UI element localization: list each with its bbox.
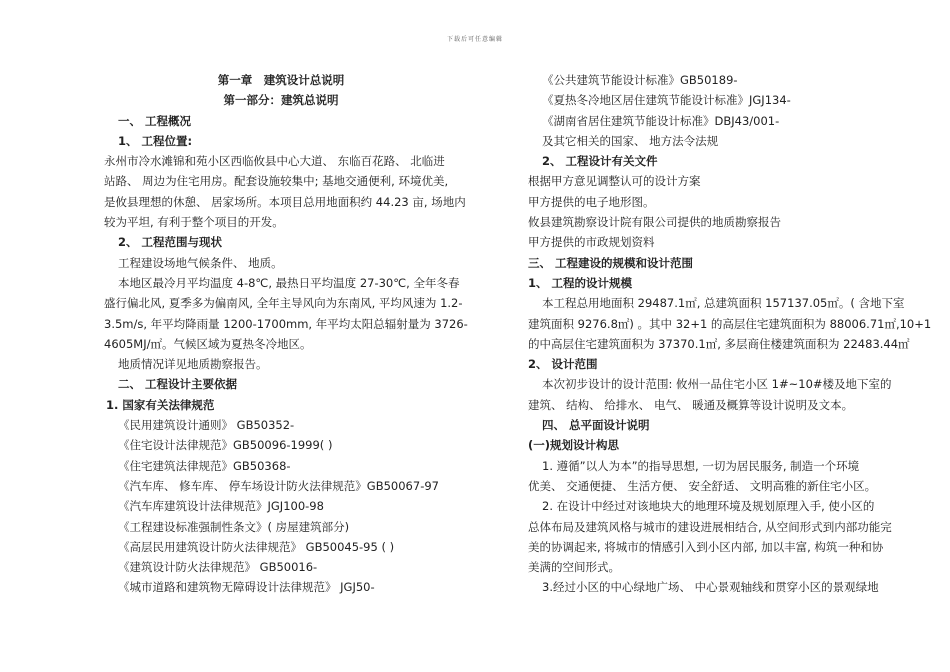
text-line: 《住宅建筑法律规范》GB50368- [118, 458, 291, 473]
text-line: 本地区最冷月平均温度 4-8℃, 最热日平均温度 27-30℃, 全年冬春 [118, 275, 460, 290]
text-line: 《民用建筑设计通则》 GB50352- [118, 418, 295, 433]
section-heading: 1. 国家有关法律规范 [106, 397, 215, 412]
text-line: 《汽车库建筑设计法律规范》JGJ100-98 [118, 499, 324, 514]
text-line: 是攸县理想的休憩、 居家场所。本项目总用地面积约 44.23 亩, 场地内 [104, 194, 466, 209]
text-line: 《公共建筑节能设计标准》GB50189- [542, 73, 738, 87]
text-line: 攸县建筑勘察设计院有限公司提供的地质勘察报告 [528, 215, 781, 230]
text-line: 盛行偏北风, 夏季多为偏南风, 全年主导风向为东南风, 平均风速为 1.2- [104, 296, 463, 311]
section-heading: 四、 总平面设计说明 [542, 418, 650, 433]
text-line: 美满的空间形式。 [528, 560, 620, 575]
text-line: 工程建设场地气候条件、 地质。 [118, 255, 283, 270]
section-heading: 二、 工程设计主要依据 [118, 377, 238, 392]
left-text-column [104, 70, 468, 598]
text-line: 4605MJ/㎡。气候区域为夏热冬冷地区。 [104, 336, 312, 351]
text-line: 本次初步设计的设计范围: 攸州一品住宅小区 1#~10#楼及地下室的 [542, 377, 892, 392]
text-line: 《建筑设计防火法律规范》 GB50016- [118, 560, 318, 575]
text-line: 《住宅设计法律规范》GB50096-1999( ) [118, 438, 333, 453]
text-line: 根据甲方意见调整认可的设计方案 [528, 174, 701, 189]
section-heading: 1、 工程的设计规模 [528, 275, 633, 290]
text-line: 1. 遵循”以人为本”的指导思想, 一切为居民服务, 制造一个环境 [542, 458, 860, 473]
right-text-column [528, 70, 932, 598]
section-heading: 第一章 建筑设计总说明 [217, 73, 345, 87]
section-heading: 一、 工程概况 [118, 113, 192, 128]
text-line: 《城市道路和建筑物无障碍设计法律规范》 JGJ50- [118, 580, 375, 595]
text-line: 3.经过小区的中心绿地广场、 中心景观轴线和贯穿小区的景观绿地 [542, 580, 879, 595]
text-line: 《夏热冬冷地区居住建筑节能设计标准》JGJ134- [542, 93, 791, 108]
text-line: 较为平坦, 有利于整个项目的开发。 [104, 215, 284, 230]
text-line: 本工程总用地面积 29487.1㎡, 总建筑面积 157137.05㎡。( 含地下室 [542, 296, 905, 311]
text-line: 地质情况详见地质勘察报告。 [118, 357, 268, 372]
text-line: 及其它相关的国家、 地方法令法规 [542, 133, 719, 148]
text-line: 《湖南省居住建筑节能设计标准》DBJ43/001- [542, 113, 780, 128]
text-line: 优美、 交通便捷、 生活方便、 安全舒适、 文明高雅的新住宅小区。 [528, 478, 877, 493]
text-line: 永州市冷水滩锦和苑小区西临攸县中心大道、 东临百花路、 北临进 [104, 154, 445, 169]
text-line: 的中高层住宅建筑面积为 37370.1㎡, 多层商住楼建筑面积为 22483.44㎡ [528, 336, 910, 351]
text-line: 《高层民用建筑设计防火法律规范》 GB50045-95 ( ) [118, 539, 395, 554]
download-note: 下载后可任意编辑 [446, 36, 503, 43]
text-line: 2. 在设计中经过对该地块大的地理环境及规划原理入手, 使小区的 [542, 499, 875, 514]
text-line: 《汽车库、 修车库、 停车场设计防火法律规范》GB50067-97 [118, 478, 439, 493]
section-heading: 第一部分：建筑总说明 [223, 93, 339, 108]
section-heading: 2、 工程设计有关文件 [542, 154, 658, 169]
text-line: 3.5m/s, 年平均降雨量 1200-1700mm, 年平均太阳总辐射量为 3726- [104, 316, 468, 331]
text-line: 《工程建设标准强制性条文》( 房屋建筑部分) [118, 519, 350, 534]
text-line: 建筑、 结构、 给排水、 电气、 暖通及概算等设计说明及文本。 [528, 397, 854, 412]
text-line: 甲方提供的电子地形图。 [528, 194, 655, 209]
section-heading: 1、 工程位置: [118, 133, 193, 148]
text-line: 美的协调起来, 将城市的情感引入到小区内部, 加以丰富, 构筑一种和协 [528, 539, 884, 554]
section-heading: 2、 工程范围与现状 [118, 235, 223, 250]
section-heading: 2、 设计范围 [528, 357, 598, 372]
text-line: 甲方提供的市政规划资料 [528, 235, 655, 250]
text-line: 站路、 周边为住宅用房。配套设施较集中; 基地交通便利, 环境优美, [104, 174, 449, 189]
section-heading: (一)规划设计构思 [528, 438, 620, 453]
section-heading: 三、 工程建设的规模和设计范围 [528, 255, 694, 270]
text-line: 总体布局及建筑风格与城市的建设进展相结合, 从空间形式到内部功能完 [528, 519, 892, 534]
text-line: 建筑面积 9276.8㎡) 。其中 32+1 的高层住宅建筑面积为 88006.71㎡,10+1 [528, 316, 932, 331]
